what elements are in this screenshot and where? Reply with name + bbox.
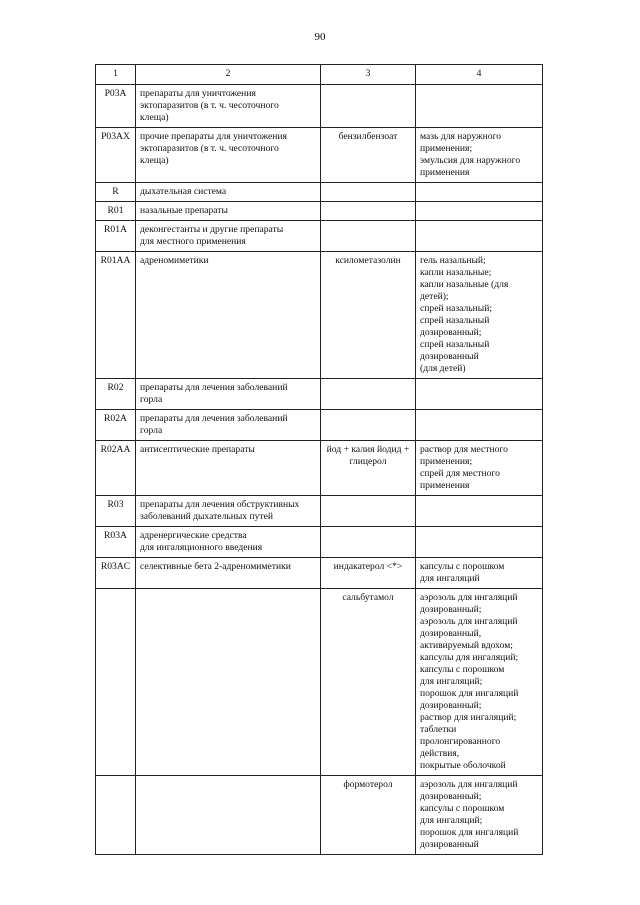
cell-inn-container bbox=[321, 379, 416, 410]
cell-forms-container bbox=[416, 496, 543, 527]
cell-forms: мазь для наружного применения; эмульсия для наружного применения bbox=[420, 131, 521, 178]
cell-inn: ксилометазолин bbox=[335, 255, 401, 266]
table-row bbox=[96, 128, 543, 183]
cell-name: селективные бета 2-адреномиметики bbox=[140, 561, 291, 572]
cell-inn-container bbox=[321, 221, 416, 252]
cell-code: P03AX bbox=[101, 131, 130, 142]
cell-forms: гель назальный; капли назальные; капли назальные (для детей); спрей назальный; спрей назальный дозированный; спрей назальный дозированный (для детей) bbox=[420, 255, 509, 374]
cell-code-container bbox=[96, 776, 136, 855]
cell-forms-container bbox=[416, 221, 543, 252]
cell-code: R02A bbox=[104, 413, 127, 424]
cell-inn-container bbox=[321, 558, 416, 589]
table-row bbox=[96, 589, 543, 776]
cell-forms-container bbox=[416, 183, 543, 202]
cell-code-container bbox=[96, 441, 136, 496]
cell-code: R bbox=[112, 186, 119, 197]
cell-forms: аэрозоль для ингаляций дозированный; аэрозоль для ингаляций дозированный, активируемый вдохом; капсулы для ингаляций; капсулы с порошком для ингаляций; порошок для ингаляций дозированный; раствор для ингаляций; таблетки пролонгированного действия, покрытые оболочкой bbox=[420, 592, 519, 771]
cell-forms-container bbox=[416, 589, 543, 776]
table-row bbox=[96, 379, 543, 410]
page-number: 90 bbox=[314, 31, 326, 43]
table-row bbox=[96, 410, 543, 441]
cell-name: препараты для лечения заболеваний горла bbox=[140, 382, 288, 405]
cell-inn-container bbox=[321, 85, 416, 128]
column-header-name: 2 bbox=[136, 65, 321, 85]
cell-inn-container bbox=[321, 527, 416, 558]
table-row bbox=[96, 221, 543, 252]
cell-name: препараты для лечения обструктивных заболеваний дыхательных путей bbox=[140, 499, 300, 522]
cell-name-container bbox=[136, 410, 321, 441]
cell-code: R02AA bbox=[100, 444, 131, 455]
cell-name-container bbox=[136, 589, 321, 776]
cell-name: деконгестанты и другие препараты для местного применения bbox=[140, 224, 284, 247]
cell-code-container bbox=[96, 558, 136, 589]
cell-forms-container bbox=[416, 527, 543, 558]
cell-inn-container bbox=[321, 441, 416, 496]
cell-inn-container bbox=[321, 589, 416, 776]
cell-forms-container bbox=[416, 410, 543, 441]
cell-name-container bbox=[136, 379, 321, 410]
cell-code: R01AA bbox=[100, 255, 131, 266]
cell-inn-container bbox=[321, 252, 416, 379]
table-row bbox=[96, 202, 543, 221]
cell-forms: капсулы с порошком для ингаляций bbox=[420, 561, 505, 584]
column-header-forms: 4 bbox=[416, 65, 543, 85]
cell-inn-container bbox=[321, 410, 416, 441]
table-header-row bbox=[96, 65, 543, 85]
cell-inn: сальбутамол bbox=[342, 592, 394, 603]
cell-code-container bbox=[96, 252, 136, 379]
cell-code: P03A bbox=[104, 88, 127, 99]
cell-forms: раствор для местного применения; спрей для местного применения bbox=[420, 444, 508, 491]
cell-forms-container bbox=[416, 252, 543, 379]
cell-inn: бензилбензоат bbox=[338, 131, 398, 142]
cell-code-container bbox=[96, 202, 136, 221]
table-row bbox=[96, 527, 543, 558]
cell-inn: формотерол bbox=[343, 779, 393, 790]
cell-code-container bbox=[96, 128, 136, 183]
cell-forms-container bbox=[416, 776, 543, 855]
cell-name: антисептические препараты bbox=[140, 444, 255, 455]
cell-code-container bbox=[96, 496, 136, 527]
cell-forms-container bbox=[416, 558, 543, 589]
cell-name-container bbox=[136, 85, 321, 128]
cell-forms: аэрозоль для ингаляций дозированный; капсулы с порошком для ингаляций; порошок для ингаляций дозированный bbox=[420, 779, 519, 850]
cell-forms-container bbox=[416, 128, 543, 183]
table-row bbox=[96, 252, 543, 379]
table-row bbox=[96, 441, 543, 496]
cell-forms-container bbox=[416, 85, 543, 128]
table-row bbox=[96, 496, 543, 527]
cell-code-container bbox=[96, 410, 136, 441]
cell-inn-container bbox=[321, 128, 416, 183]
table-row bbox=[96, 183, 543, 202]
cell-name-container bbox=[136, 441, 321, 496]
cell-name: препараты для лечения заболеваний горла bbox=[140, 413, 288, 436]
cell-code: R03AC bbox=[100, 561, 131, 572]
cell-code-container bbox=[96, 183, 136, 202]
cell-name-container bbox=[136, 776, 321, 855]
cell-code-container bbox=[96, 379, 136, 410]
cell-inn-container bbox=[321, 776, 416, 855]
cell-code: R02 bbox=[107, 382, 124, 393]
cell-inn-container bbox=[321, 183, 416, 202]
cell-name-container bbox=[136, 527, 321, 558]
table-row bbox=[96, 558, 543, 589]
cell-inn: индакатерол <*> bbox=[333, 561, 403, 572]
cell-name-container bbox=[136, 183, 321, 202]
cell-inn-container bbox=[321, 496, 416, 527]
column-header-inn: 3 bbox=[321, 65, 416, 85]
cell-name: назальные препараты bbox=[140, 205, 228, 216]
cell-name: адреномиметики bbox=[140, 255, 209, 266]
cell-name: дыхательная система bbox=[140, 186, 227, 197]
cell-name-container bbox=[136, 558, 321, 589]
cell-forms-container bbox=[416, 379, 543, 410]
cell-inn: йод + калия йодид + глицерол bbox=[326, 444, 410, 467]
cell-code: R03 bbox=[107, 499, 124, 510]
cell-name-container bbox=[136, 202, 321, 221]
cell-name: препараты для уничтожения эктопаразитов (в т. ч. чесоточного клеща) bbox=[140, 88, 279, 123]
cell-name-container bbox=[136, 496, 321, 527]
cell-code-container bbox=[96, 221, 136, 252]
cell-forms-container bbox=[416, 441, 543, 496]
cell-code-container bbox=[96, 85, 136, 128]
table-row bbox=[96, 776, 543, 855]
table-row bbox=[96, 85, 543, 128]
cell-code: R03A bbox=[104, 530, 127, 541]
cell-forms-container bbox=[416, 202, 543, 221]
cell-name-container bbox=[136, 128, 321, 183]
cell-inn-container bbox=[321, 202, 416, 221]
cell-code-container bbox=[96, 527, 136, 558]
table-body bbox=[96, 85, 543, 855]
cell-code: R01 bbox=[107, 205, 124, 216]
column-header-code: 1 bbox=[96, 65, 136, 85]
cell-name-container bbox=[136, 252, 321, 379]
cell-code: R01A bbox=[104, 224, 127, 235]
medication-table bbox=[95, 64, 543, 855]
cell-code-container bbox=[96, 589, 136, 776]
cell-name: адренергические средства для ингаляционного введения bbox=[140, 530, 263, 553]
cell-name-container bbox=[136, 221, 321, 252]
cell-name: прочие препараты для уничтожения эктопаразитов (в т. ч. чесоточного клеща) bbox=[140, 131, 287, 166]
